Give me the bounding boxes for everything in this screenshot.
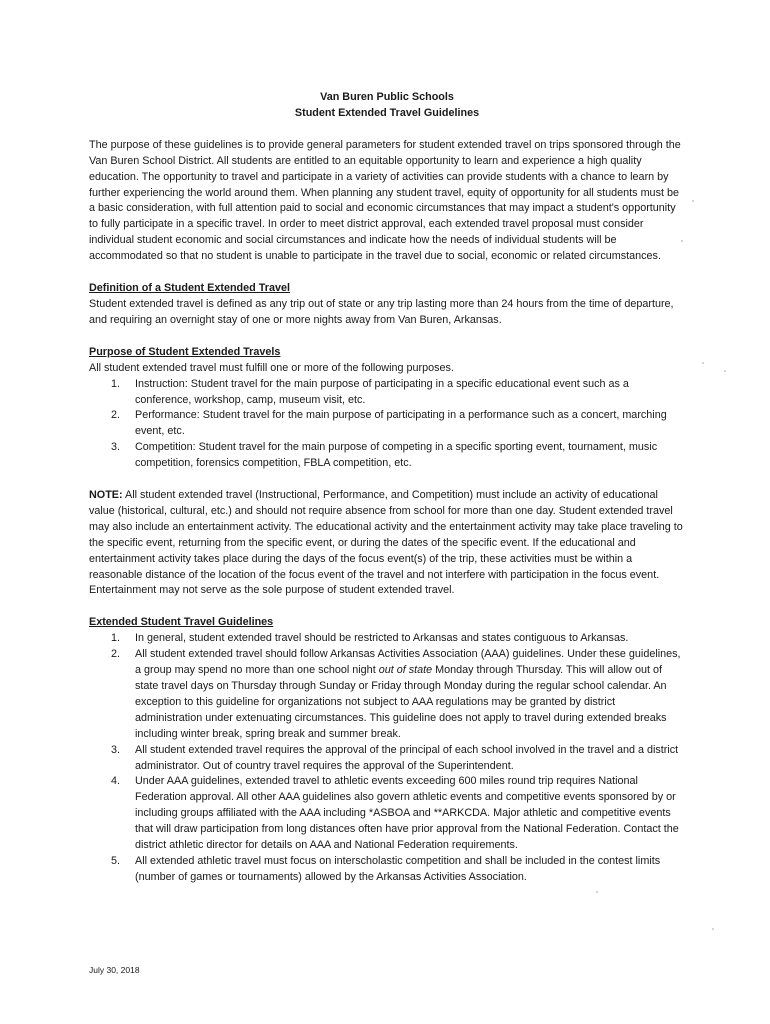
definition-text: Student extended travel is defined as any trip out of state or any trip lasting more than 24 hours from the time of departure, and requiring an overnight stay of one or more nights away from Van Buren, Arkansas. — [89, 297, 674, 326]
scan-speck — [702, 362, 704, 364]
scan-speck — [681, 240, 683, 242]
list-item-text: In general, student extended travel should be restricted to Arkansas and states contiguous to Arkansas. — [135, 632, 629, 645]
list-number: 5. — [111, 854, 121, 867]
scan-speck — [724, 370, 726, 372]
scan-speck — [712, 928, 714, 930]
list-item — [89, 854, 685, 886]
document-title: Student Extended Travel Guidelines — [294, 106, 480, 119]
list-number: 2. — [111, 648, 121, 661]
list-item-text: Competition: Student travel for the main purpose of competing in a specific sporting event, tournament, music competition, forensics competition, FBLA competition, etc. — [135, 441, 658, 470]
purpose-intro: All student extended travel must fulfill one or more of the following purposes. — [89, 361, 454, 374]
list-item-text: Performance: Student travel for the main purpose of participating in a performance such as a concert, marching event, etc. — [135, 409, 667, 438]
footer-date: July 30, 2018 — [89, 965, 140, 975]
note-label: NOTE: — [89, 489, 123, 502]
guidelines-list — [89, 631, 685, 886]
emphasis-text: out of state — [378, 664, 433, 677]
list-number: 4. — [111, 775, 121, 788]
purpose-heading: Purpose of Student Extended Travels — [89, 345, 281, 358]
list-item-text: All student extended travel should follow Arkansas Activities Association (AAA) guidelines. Under these guidelines, a group may spend no more than one school night — [135, 648, 681, 677]
scan-speck — [692, 200, 694, 202]
list-item-text: Instruction: Student travel for the main purpose of participating in a specific educational event such as a conference, workshop, camp, museum visit, etc. — [135, 377, 629, 406]
list-item-text: Under AAA guidelines, extended travel to athletic events exceeding 600 miles round trip requires National Federation approval. All other AAA guidelines also govern athletic events and competitive events sponsored by or including groups affiliated with the AAA including *ASBOA and **ARKCDA. Major athletic and competitive events that will draw participation from long distances often have prior approval from the National Federation. Contact the district athletic director for details on AAA and National Federation requirements. — [135, 775, 679, 852]
list-item — [89, 647, 685, 742]
list-item — [89, 774, 685, 854]
intro-paragraph: The purpose of these guidelines is to provide general parameters for student extended travel on trips sponsored through the Van Buren School District. All students are entitled to an equitable opportunity to learn and experience a high quality education. The opportunity to travel and participate in a variety of activities can provide students with a chance to learn by further experiencing the world around them. When planning any student travel, equity of opportunity for all students must be a basic consideration, with full attention paid to social and economic circumstances that may impact a student's opportunity to fully participate in a specific travel. In order to meet district approval, each extended travel proposal must consider individual student economic and social circumstances and indicate how the needs of individual students will be accommodated so that no student is unable to participate in the travel due to social, economic or related circumstances. — [89, 138, 681, 263]
list-number: 3. — [111, 743, 121, 756]
document-body — [89, 90, 685, 886]
list-item — [89, 743, 685, 775]
list-item-text: All student extended travel requires the approval of the principal of each school involved in the travel and a district administrator. Out of country travel requires the approval of the Superintendent. — [135, 743, 679, 772]
list-number: 1. — [111, 632, 121, 645]
guidelines-heading: Extended Student Travel Guidelines — [89, 616, 274, 629]
list-number: 1. — [111, 377, 121, 390]
list-number: 3. — [111, 441, 121, 454]
list-item — [89, 377, 685, 409]
note-paragraph — [89, 488, 685, 599]
purpose-list — [89, 377, 685, 472]
list-item-text: All extended athletic travel must focus on interscholastic competition and shall be included in the contest limits (number of games or tournaments) allowed by the Arkansas Activities Association. — [135, 854, 661, 883]
district-name: Van Buren Public Schools — [320, 91, 454, 103]
list-item-text: Monday through Thursday. This will allow out of state travel days on Thursday through Sunday or Friday through Monday during the regular school calendar. An exception to this guideline for organizations not subject to AAA regulations may be granted by district administration under extenuating circumstances. This guideline does not apply to travel during extended breaks including winter break, spring break and summer break. — [135, 664, 667, 740]
definition-heading: Definition of a Student Extended Travel — [89, 282, 290, 295]
note-text: All student extended travel (Instructional, Performance, and Competition) must include an activity of educational value (historical, cultural, etc.) and should not require absence from school for more than one day. Student extended travel may also include an entertainment activity. The educational activity and the entertainment activity may take place traveling to the specific event, returning from the specific event, or during the dates of the specific event. If the educational and entertainment activity takes place during the days of the focus event(s) of the trip, these activities must be within a reasonable distance of the location of the focus event of the travel and not interfere with participation in the focus event. Entertainment may not serve as the sole purpose of student extended travel. — [89, 489, 683, 597]
list-item — [89, 631, 685, 647]
list-item — [89, 408, 685, 440]
scan-speck — [596, 891, 598, 893]
list-item — [89, 440, 685, 472]
list-number: 2. — [111, 409, 121, 422]
